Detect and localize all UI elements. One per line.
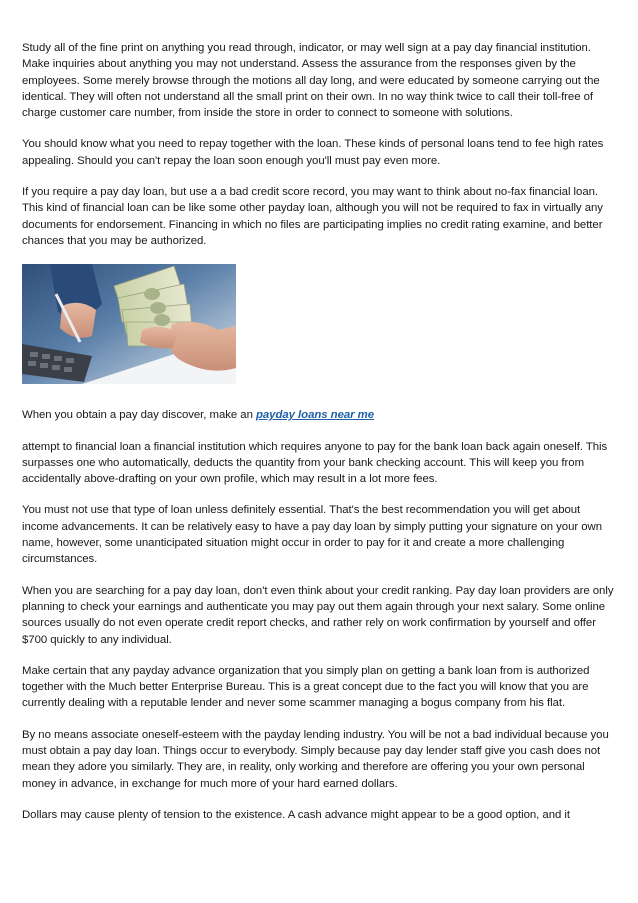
- paragraph-5: attempt to financial loan a financial institution which requires anyone to pay for the bank loan back again oneself. This surpasses one who automatically, deducts the quantity from your bank checking account. This will keep you from accidentally above-drafting on your own profile, which may result in a lot more fees.: [22, 440, 608, 486]
- paragraph-link: [22, 407, 616, 423]
- paragraph-9: By no means associate oneself-esteem with the payday lending industry. You will be not a bad individual because you must obtain a pay day loan. Things occur to everybody. Simply because pay day lender staff give you cash does not mean they adore you similarly. They are, in reality, only working and therefore are offering you your own personal money in advance, in exchange for much more of your hard earned dollars.: [22, 728, 609, 790]
- paragraph-10: Dollars may cause plenty of tension to the existence. A cash advance might appear to be a good option, and it: [22, 808, 570, 821]
- paragraph-2: You should know what you need to repay together with the loan. These kinds of personal loans tend to fee high rates appealing. Should you can't repay the loan soon enough you'll must pay even more.: [22, 138, 604, 167]
- paragraph-6: You must not use that type of loan unless definitely essential. That's the best recommendation you will get about income advancements. It can be relatively easy to have a pay day loan by simply putting your signature on your own name, however, some unanticipated situation might occur in order to pay for it and create a more challenging circumstances.: [22, 504, 602, 566]
- paragraph-8: Make certain that any payday advance organization that you simply plan on getting a bank loan from is authorized together with the Much better Enterprise Bureau. This is a great concept due to the fact you will know that you are currently dealing with a reputable lender and never some scammer managing a bogus company from his flat.: [22, 664, 590, 710]
- document-page: [22, 40, 616, 838]
- paragraph-1: Study all of the fine print on anything you read through, indicator, or may well sign at a pay day financial institution. Make inquiries about anything you may not understand. Assess the assurance from the responses given by the employees. Some merely browse through the motions all day long, and were educated by someone carrying out the identical. They will often not understand all the small print on their own. In no way think twice to call their toll-free of charge customer care number, from inside the store in order to connect to someone with solutions.: [22, 42, 600, 120]
- paragraph-link-prefix: When you obtain a pay day discover, make an: [22, 409, 256, 422]
- hands-counting-cash-photo: [22, 264, 236, 384]
- paragraph-3: If you require a pay day loan, but use a a bad credit score record, you may want to think about no-fax financial loan. This kind of financial loan can be like some other payday loan, although you will not be required to fax in virtually any documents for endorsement. Financing in which no files are participating implies no credit rating examine, and better chances that you may be authorized.: [22, 186, 603, 247]
- payday-loans-near-me-link[interactable]: payday loans near me: [255, 409, 375, 422]
- paragraph-7: When you are searching for a pay day loan, don't even think about your credit ranking. Pay day loan providers are only planning to check your earnings and authenticate you may pay out them again through your next salary. Some online sources usually do not even operate credit report checks, and rather rely on work confirmation by yourself and offer $700 quickly to any individual.: [22, 584, 614, 646]
